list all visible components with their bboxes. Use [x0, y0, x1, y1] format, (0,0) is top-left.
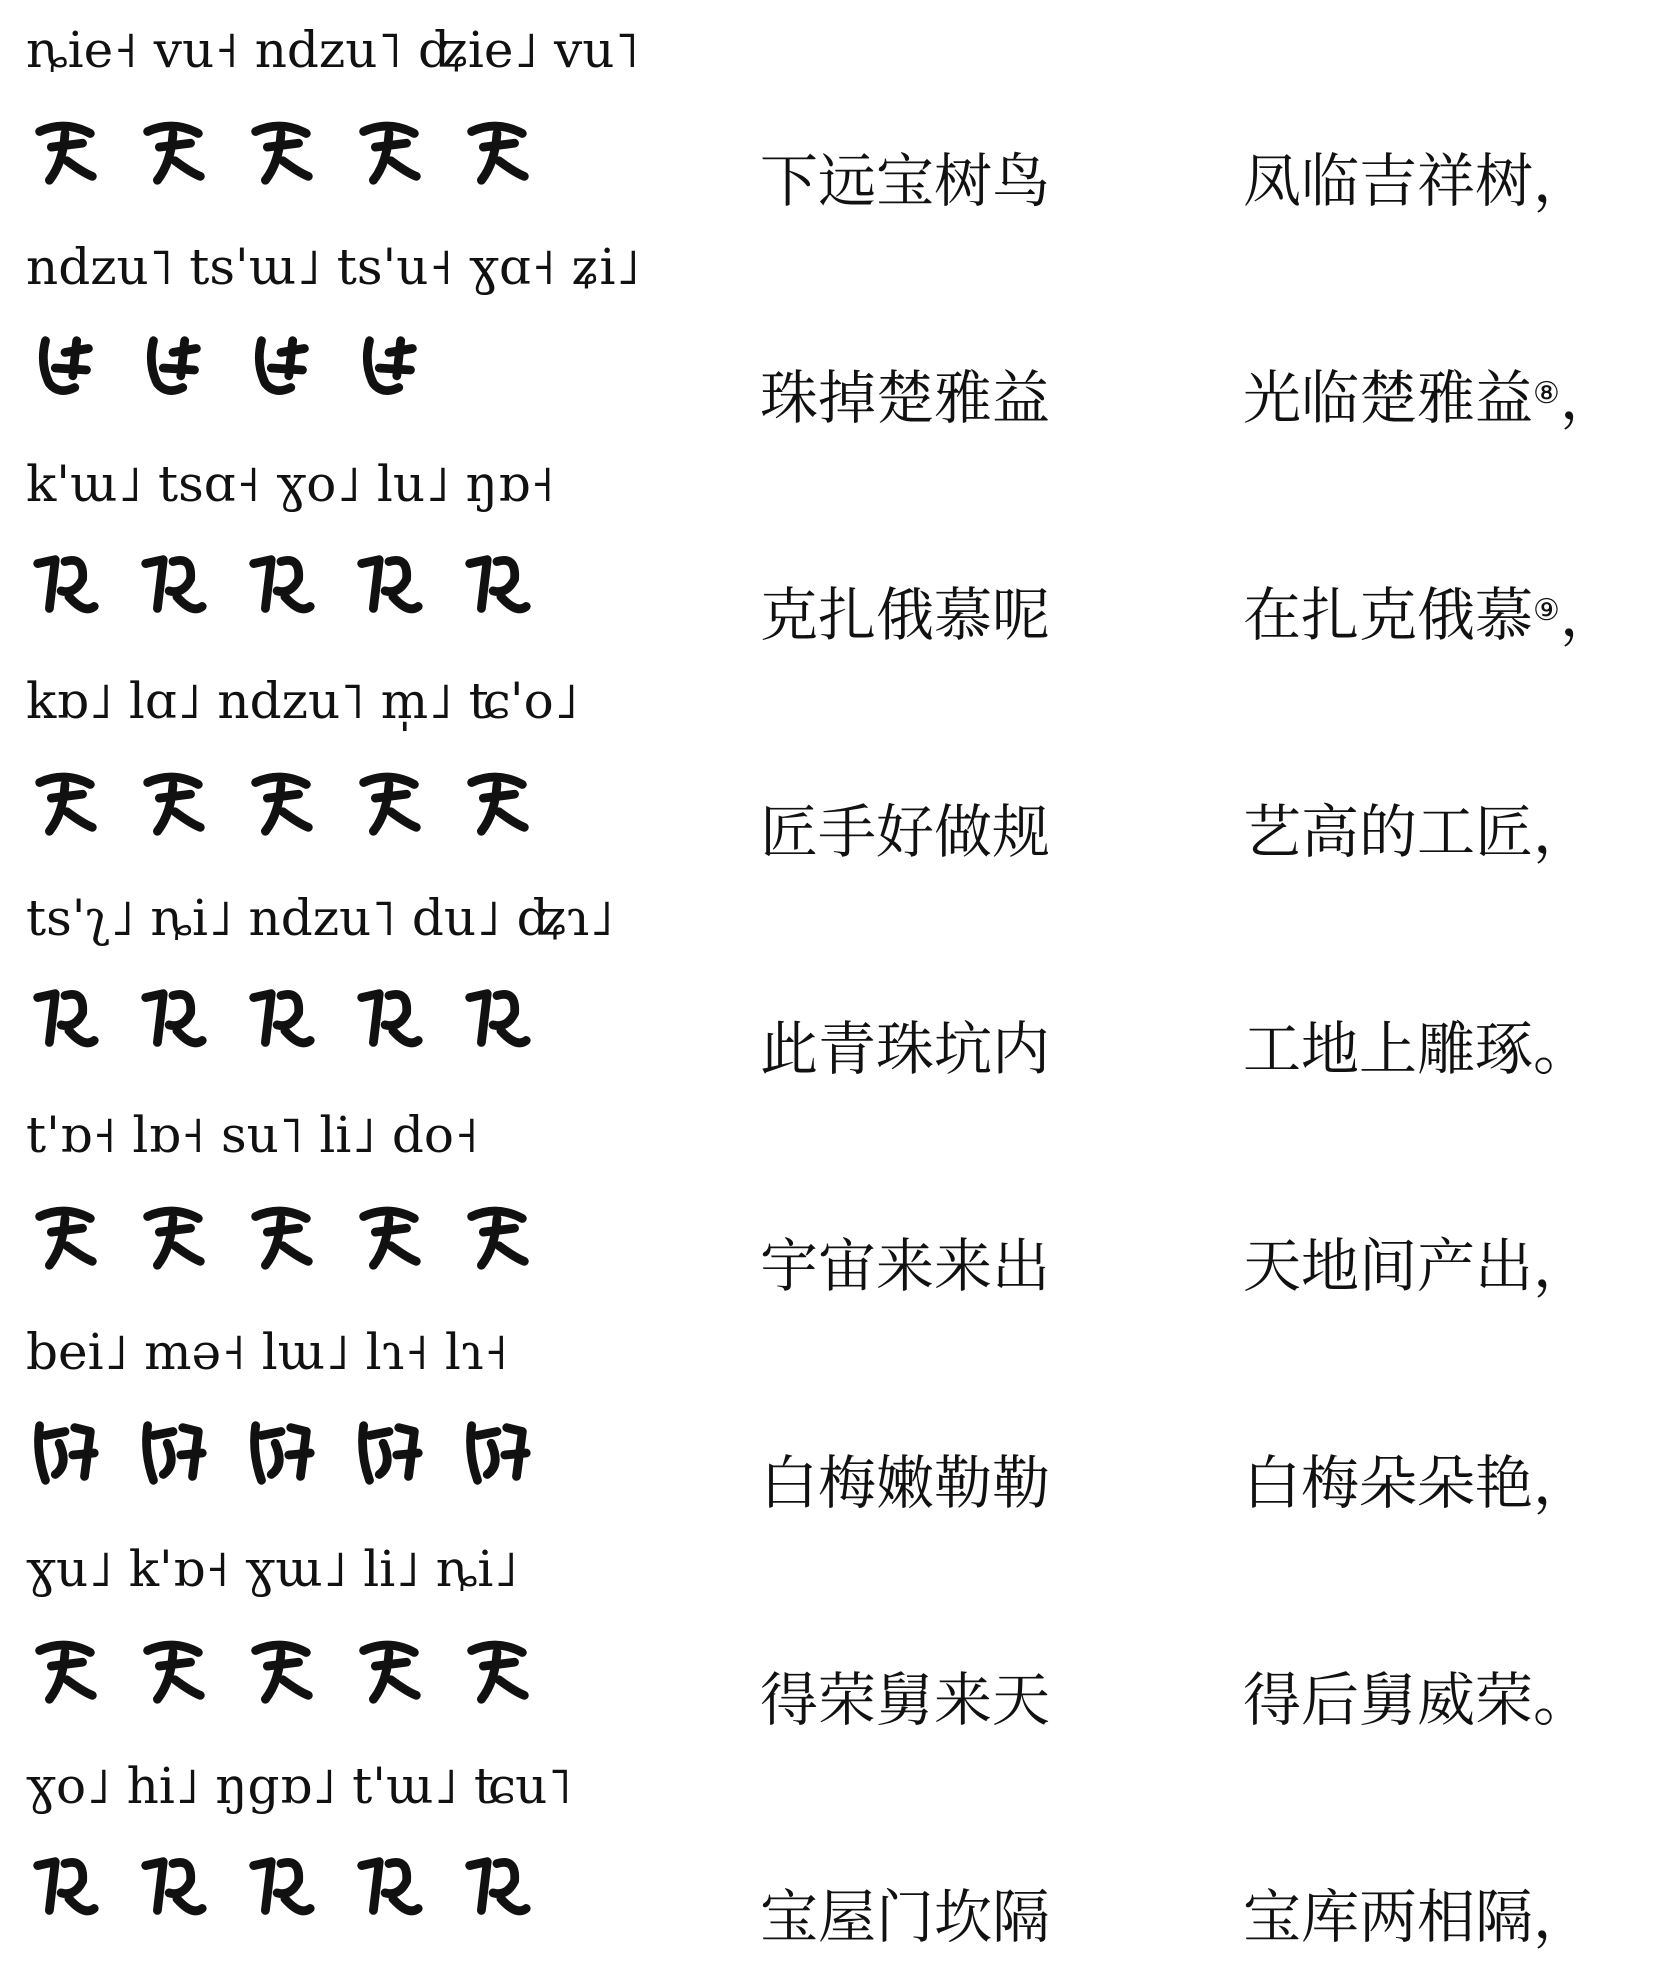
ipa-transcription: ȵie˧ vu˧ ndzu˥ ʥie˩ vu˥ [26, 21, 640, 79]
yi-glyph-icon [134, 1412, 212, 1494]
yi-glyph-icon [458, 1846, 536, 1928]
yi-glyph-icon [350, 978, 428, 1060]
punctuation: ， [1559, 364, 1618, 432]
yi-glyph-icon [458, 1412, 536, 1494]
yi-script-line [26, 530, 536, 640]
free-translation [1243, 1882, 1591, 1952]
translation-text: 在扎克俄慕 [1243, 581, 1534, 649]
verse-row [0, 235, 1674, 453]
yi-glyph-icon [26, 978, 104, 1060]
free-translation [1243, 1665, 1591, 1735]
translation-text: 白梅朵朵艳 [1243, 1449, 1534, 1517]
free-translation [1243, 580, 1618, 650]
free-translation [1243, 1014, 1591, 1084]
yi-glyph-icon [242, 110, 320, 192]
verse-row [0, 1320, 1674, 1538]
yi-glyph-icon [26, 327, 104, 409]
ipa-transcription: ɣu˩ k'ɒ˧ ɣɯ˩ li˩ ȵi˩ [26, 1540, 518, 1598]
yi-glyph-icon [134, 761, 212, 843]
yi-glyph-icon [242, 1846, 320, 1928]
verse-row [0, 18, 1674, 236]
ipa-transcription: ts'ʅ˩ ȵi˩ ndzu˥ du˩ ʥɿ˩ [26, 889, 614, 947]
yi-glyph-icon [242, 1629, 320, 1711]
literal-gloss: 得荣舅来天 [760, 1666, 1051, 1734]
translation-text: 天地间产出 [1243, 1232, 1534, 1300]
yi-glyph-icon [350, 544, 428, 626]
yi-glyph-icon [458, 761, 536, 843]
yi-script-line [26, 964, 536, 1074]
yi-glyph-icon [458, 978, 536, 1060]
yi-glyph-icon [350, 110, 428, 192]
free-translation [1243, 1231, 1591, 1301]
yi-glyph-icon [134, 544, 212, 626]
yi-glyph-icon [350, 327, 428, 409]
yi-glyph-icon [242, 1195, 320, 1277]
yi-glyph-icon [26, 1846, 104, 1928]
verse-row [0, 1754, 1674, 1972]
free-translation [1243, 363, 1618, 433]
ipa-transcription: kɒ˩ lɑ˩ ndzu˥ m̩˩ ʨ'o˩ [26, 672, 579, 730]
free-translation [1243, 146, 1591, 216]
punctuation: 。 [1533, 1015, 1592, 1083]
yi-script-line [26, 96, 536, 206]
yi-script-line [26, 1181, 536, 1291]
literal-gloss: 下远宝树鸟 [760, 147, 1051, 215]
yi-glyph-icon [242, 327, 320, 409]
yi-glyph-icon [458, 544, 536, 626]
yi-glyph-icon [350, 1412, 428, 1494]
yi-glyph-icon [350, 1846, 428, 1928]
literal-gloss: 宇宙来来出 [760, 1232, 1051, 1300]
punctuation: 。 [1533, 1666, 1592, 1734]
literal-gloss: 宝屋门坎隔 [760, 1883, 1051, 1951]
yi-glyph-icon [350, 1629, 428, 1711]
yi-glyph-icon [26, 1629, 104, 1711]
punctuation: ， [1533, 147, 1592, 215]
yi-glyph-icon [350, 761, 428, 843]
verse-row [0, 1103, 1674, 1321]
punctuation: ， [1533, 1449, 1592, 1517]
yi-glyph-icon [458, 110, 536, 192]
literal-gloss: 匠手好做规 [760, 798, 1051, 866]
literal-gloss: 此青珠坑内 [760, 1015, 1051, 1083]
yi-glyph-icon [134, 327, 212, 409]
verse-row [0, 669, 1674, 887]
translation-text: 光临楚雅益 [1243, 364, 1534, 432]
ipa-transcription: bei˩ mə˧ lɯ˩ lɿ˧ lɿ˧ [26, 1323, 509, 1381]
yi-glyph-icon [242, 761, 320, 843]
punctuation: ， [1559, 581, 1618, 649]
yi-glyph-icon [350, 1195, 428, 1277]
yi-glyph-icon [26, 110, 104, 192]
footnote-marker[interactable]: ⑧ [1533, 376, 1560, 411]
ipa-transcription: k'ɯ˩ tsɑ˧ ɣo˩ lu˩ ŋɒ˧ [26, 455, 555, 513]
literal-gloss: 珠掉楚雅益 [760, 364, 1051, 432]
verse-row [0, 1537, 1674, 1755]
yi-glyph-icon [242, 1412, 320, 1494]
literal-gloss: 白梅嫩勒勒 [760, 1449, 1051, 1517]
yi-script-line [26, 1615, 536, 1725]
yi-glyph-icon [26, 1195, 104, 1277]
yi-script-line [26, 313, 428, 423]
yi-glyph-icon [458, 1629, 536, 1711]
yi-script-line [26, 747, 536, 857]
translation-text: 得后舅威荣 [1243, 1666, 1534, 1734]
verse-row [0, 452, 1674, 670]
ipa-transcription: ndzu˥ ts'ɯ˩ ts'u˧ ɣɑ˧ ʑi˩ [26, 238, 641, 296]
free-translation [1243, 1448, 1591, 1518]
literal-gloss: 克扎俄慕呢 [760, 581, 1051, 649]
translation-text: 宝库两相隔 [1243, 1883, 1534, 1951]
translation-text: 工地上雕琢 [1243, 1015, 1534, 1083]
yi-glyph-icon [26, 544, 104, 626]
yi-glyph-icon [242, 544, 320, 626]
yi-script-line [26, 1832, 536, 1942]
yi-glyph-icon [134, 1629, 212, 1711]
yi-glyph-icon [134, 978, 212, 1060]
translation-text: 凤临吉祥树 [1243, 147, 1534, 215]
punctuation: ， [1533, 1232, 1592, 1300]
ipa-transcription: t'ɒ˧ lɒ˧ su˥ li˩ do˧ [26, 1106, 479, 1164]
ipa-transcription: ɣo˩ hi˩ ŋgɒ˩ t'ɯ˩ ʨu˥ [26, 1757, 573, 1815]
yi-glyph-icon [134, 1846, 212, 1928]
translation-text: 艺高的工匠 [1243, 798, 1534, 866]
punctuation: ， [1533, 798, 1592, 866]
yi-glyph-icon [26, 1412, 104, 1494]
footnote-marker[interactable]: ⑨ [1533, 593, 1560, 628]
yi-glyph-icon [134, 110, 212, 192]
free-translation [1243, 797, 1591, 867]
yi-script-line [26, 1398, 536, 1508]
yi-glyph-icon [458, 1195, 536, 1277]
yi-glyph-icon [242, 978, 320, 1060]
yi-glyph-icon [26, 761, 104, 843]
yi-glyph-icon [134, 1195, 212, 1277]
verse-row [0, 886, 1674, 1104]
punctuation: ， [1533, 1883, 1592, 1951]
